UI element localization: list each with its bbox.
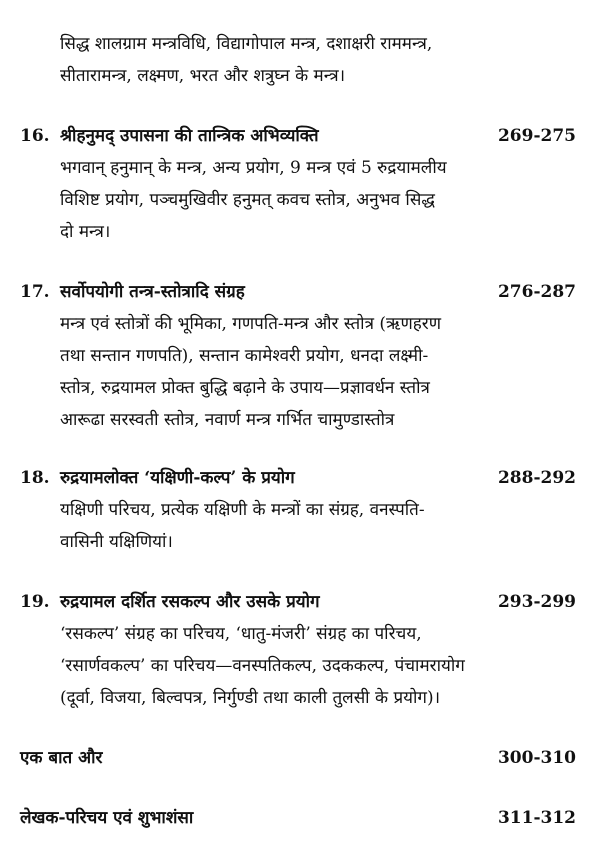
- toc-closing-entry-2: [20, 802, 580, 834]
- toc-entry-16-heading: [20, 120, 580, 152]
- entry-18-number: 18.: [20, 468, 50, 488]
- entry-18-line-2: वासिनी यक्षिणियां।: [60, 532, 173, 552]
- toc-entry-17-heading: [20, 276, 580, 308]
- entry-19-line-3: (दूर्वा, विजया, बिल्वपत्र, निर्गुण्डी तथा काली तुलसी के प्रयोग)।: [60, 688, 441, 708]
- closing-1-pages: 300-310: [497, 748, 576, 768]
- entry-18-pages: 288-292: [497, 468, 576, 488]
- entry-16-line-2: विशिष्ट प्रयोग, पञ्चमुखिवीर हनुमत् कवच स्तोत्र, अनुभव सिद्ध: [60, 190, 435, 210]
- entry-16-line-1: भगवान् हनुमान् के मन्त्र, अन्य प्रयोग, 9 मन्त्र एवं 5 रुद्रयामलीय: [60, 158, 447, 178]
- entry-17-line-1: मन्त्र एवं स्तोत्रों की भूमिका, गणपति-मन्त्र और स्तोत्र (ऋणहरण: [60, 314, 442, 334]
- toc-closing-entry-1: [20, 742, 580, 774]
- closing-2-pages: 311-312: [497, 808, 576, 828]
- entry-17-title: सर्वोपयोगी तन्त्र-स्तोत्रादि संग्रह: [60, 282, 245, 302]
- entry-19-title: रुद्रयामल दर्शित रसकल्प और उसके प्रयोग: [60, 592, 320, 612]
- entry-16-title: श्रीहनुमद् उपासना की तान्त्रिक अभिव्यक्ति: [60, 126, 319, 146]
- entry-17-pages: 276-287: [497, 282, 576, 302]
- entry-18-title: रुद्रयामलोक्त ‘यक्षिणी-कल्प’ के प्रयोग: [60, 468, 295, 488]
- entry-17-line-2: तथा सन्तान गणपति), सन्तान कामेश्वरी प्रयोग, धनदा लक्ष्मी-: [60, 346, 429, 366]
- closing-2-title: लेखक-परिचय एवं शुभाशंसा: [20, 808, 194, 828]
- toc-entry-19-heading: [20, 586, 580, 618]
- continuation-line-1: सिद्ध शालग्राम मन्त्रविधि, विद्यागोपाल मन्त्र, दशाक्षरी राममन्त्र,: [60, 34, 433, 54]
- toc-entry-18-heading: [20, 462, 580, 494]
- entry-16-number: 16.: [20, 126, 50, 146]
- closing-1-title: एक बात और: [20, 748, 103, 768]
- entry-19-pages: 293-299: [497, 592, 576, 612]
- entry-17-number: 17.: [20, 282, 50, 302]
- entry-19-line-1: ‘रसकल्प’ संग्रह का परिचय, ‘धातु-मंजरी’ संग्रह का परिचय,: [60, 624, 422, 644]
- entry-19-number: 19.: [20, 592, 50, 612]
- entry-17-line-4: आरूढा सरस्वती स्तोत्र, नवार्ण मन्त्र गर्भित चामुण्डास्तोत्र: [60, 410, 395, 430]
- entry-18-line-1: यक्षिणी परिचय, प्रत्येक यक्षिणी के मन्त्रों का संग्रह, वनस्पति-: [60, 500, 425, 520]
- entry-16-line-3: दो मन्त्र।: [60, 222, 111, 242]
- entry-16-pages: 269-275: [497, 126, 576, 146]
- entry-19-line-2: ‘रसार्णवकल्प’ का परिचय—वनस्पतिकल्प, उदककल्प, पंचामरायोग: [60, 656, 465, 676]
- entry-17-line-3: स्तोत्र, रुद्रयामल प्रोक्त बुद्धि बढ़ाने के उपाय—प्रज्ञावर्धन स्तोत्र: [60, 378, 430, 398]
- continuation-line-2: सीतारामन्त्र, लक्ष्मण, भरत और शत्रुघ्न के मन्त्र।: [60, 66, 346, 86]
